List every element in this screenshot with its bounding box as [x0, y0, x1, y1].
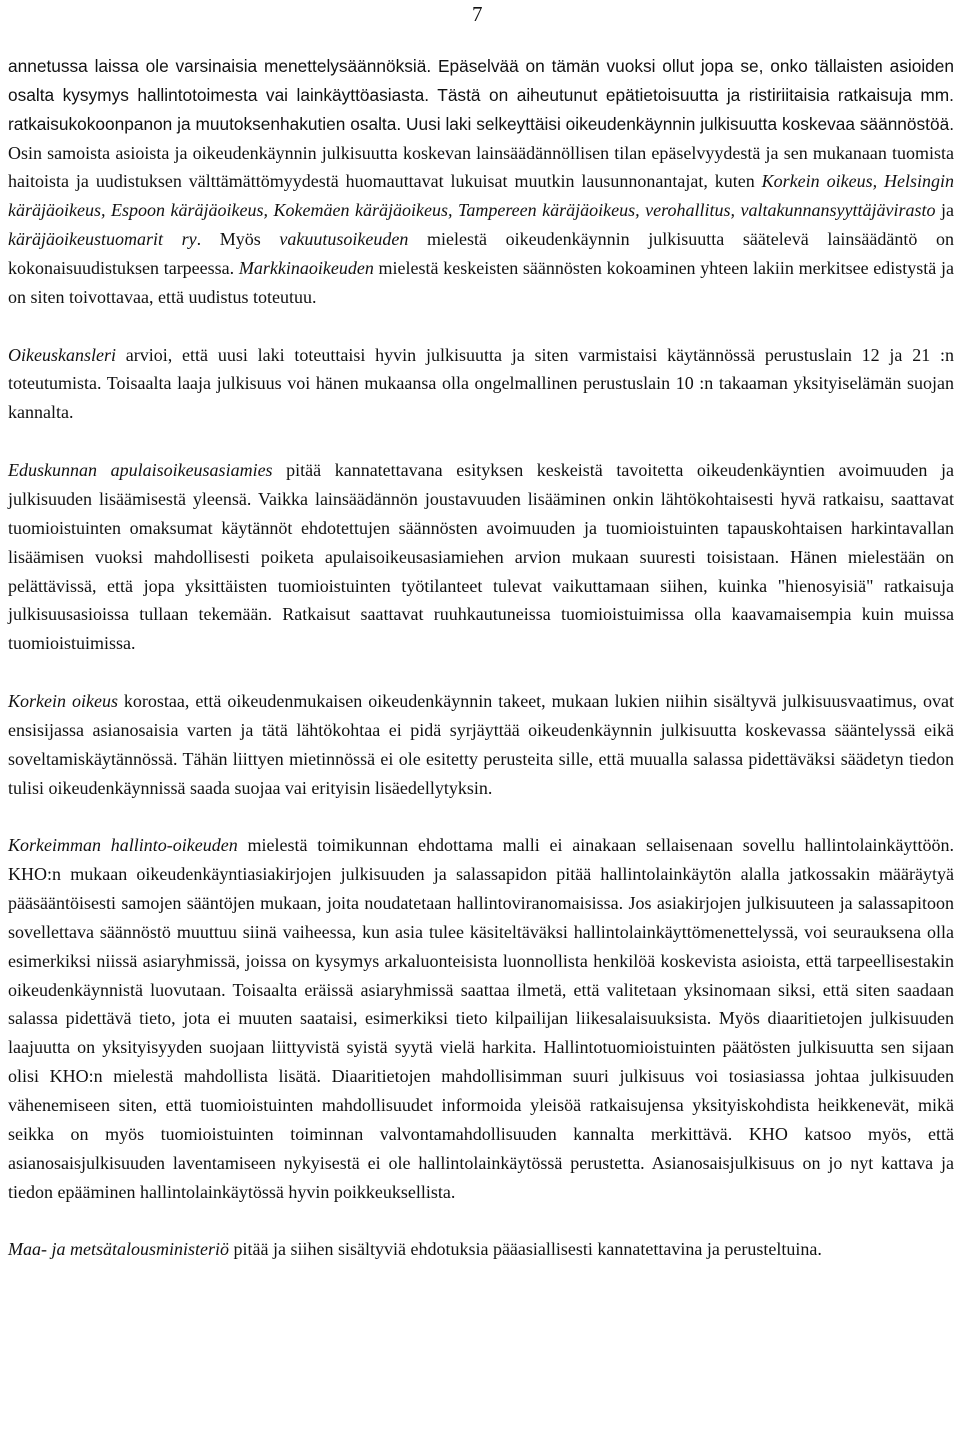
organization-name: Maa- ja metsätalousministeriö	[8, 1239, 229, 1260]
paragraph-text: mielestä keskeisten säännösten kokoaminen yhteen lakiin merkitsee edistystä ja on siten toivottavaa, että uudistus toteutuu.	[8, 257, 954, 307]
organization-name: vakuutusoikeuden	[279, 229, 409, 250]
paragraph-text: korostaa, että oikeudenmukaisen oikeudenkäynnin takeet, mukaan lukien niihin sisältyvä julkisuusvaatimus, ovat ensisijassa asianosaisia varten ja tätä lähtökohtaa ei pidä syrjäyttää oikeudenkäynnin julkisuutta koskevassa sääntelyssä eikä soveltamiskäytännössä. Tähän liittyen mietinnössä ei ole esitetty perusteita sille, että muualla salassa pidettäväksi säädetyn tiedon tulisi oikeudenkäynnissä saada suojaa vai erityisin lisäedellytyksin.	[8, 691, 954, 798]
paragraph-text: arvioi, että uusi laki toteuttaisi hyvin julkisuutta ja siten varmistaisi käytännössä perustuslain 12 ja 21 :n toteutumista. Toisaalta laaja julkisuus voi hänen mukaansa olla ongelmallinen perustuslain 10 :n takaaman yksityiselämän suojan kannalta.	[8, 344, 954, 423]
paragraph-5	[8, 831, 954, 1206]
organization-name: Korkeimman hallinto-oikeuden	[8, 835, 238, 856]
page-number: 7	[472, 2, 483, 26]
organization-name: Oikeuskansleri	[8, 344, 116, 365]
document-body	[8, 52, 954, 1264]
paragraph-4	[8, 687, 954, 802]
paragraph-text: pitää kannatettavana esityksen keskeistä tavoitetta oikeudenkäyntien avoimuuden ja julkisuuden lisäämisestä yleensä. Vaikka lainsäädännön joustavuuden lisääminen onkin lähtökohtaisesti hyvä ratkaisu, saattavat tuomioistuinten omaksumat käytännöt ehdotettujen säännösten avoimuuden ja tuomioistuinten tapauskohtaisen harkintavallan lisäämisen vuoksi mahdollisesti poiketa apulaisoikeusasiamiehen arvion mukaan suuresti toisistaan. Hänen mielestään on pelättävissä, että jopa yksittäisten tuomioistuinten työtilanteet tulevat vaikuttamaan siihen, kuinka "hienosyisiä" ratkaisuja julkisuusasioissa tullaan tekemään. Ratkaisut saattavat ruuhkautuneissa tuomioistuimissa olla kaavamaisempia kuin muissa tuomioistuimissa.	[8, 460, 954, 654]
paragraph-text: annetussa laissa ole varsinaisia menettelysäännöksiä.	[8, 56, 438, 76]
organization-name: käräjäoikeustuomarit ry	[8, 229, 197, 250]
organization-name: Markkinaoikeuden	[238, 257, 374, 278]
organization-name: Eduskunnan apulaisoikeusasiamies	[8, 460, 273, 481]
paragraph-text: pitää ja siihen sisältyviä ehdotuksia pääasiallisesti kannatettavina ja perusteltuina.	[229, 1239, 822, 1260]
organization-name: Korkein oikeus	[8, 691, 118, 712]
paragraph-text: ja	[935, 200, 954, 221]
organization-names: Korkein oikeus, Helsingin käräjäoikeus, Espoon käräjäoikeus, Kokemäen käräjäoikeus, Tampereen käräjäoikeus, verohallitus, valtakunnansyyttäjävirasto	[8, 171, 954, 221]
paragraph-text: mielestä oikeudenkäynnin julkisuutta säätelevä lainsäädäntö on kokonaisuudistuksen tarpeessa.	[8, 229, 955, 278]
paragraph-6	[8, 1235, 954, 1264]
paragraph-text: Osin samoista asioista ja oikeudenkäynnin julkisuutta koskevan lainsäädännöllisen tilan epäselvyydestä ja sen mukanaan tuomista haitoista ja uudistuksen välttämättömyydestä huomauttavat lukuisat muutkin lausunnonantajat, kuten	[8, 142, 954, 192]
paragraph-text: mielestä toimikunnan ehdottama malli ei ainakaan sellaisenaan sovellu hallintolainkäyttöön. KHO:n mukaan oikeudenkäyntiasiakirjojen julkisuuden ja salassapidon pitää hallintolainkäytön alalla jatkossakin määräytyä pääsääntöisesti samojen sääntöjen mukaan, joita noudatetaan hallintoviranomaisissa. Jos asiakirjojen julkisuuteen ja salassapitoon sovellettava säännöstö muuttuu siinä vaiheessa, kun asia tulee käsiteltäväksi hallintolainkäyttömenettelyssä, voi seurauksena olla esimerkiksi niissä asiaryhmissä, joissa on kysymys arkaluonteisista luonnollista henkilöä koskevista asioista, että tarpeellisestakin oikeudenkäynnistä luovutaan. Toisaalta eräissä asiaryhmissä saattaa ilmetä, että valitetaan yksinomaan siksi, että siten saadaan salassa pidettävä tieto, jota ei muuten saataisi, esimerkiksi tieto kilpailijan liikesalaisuuksista. Myös diaaritietojen julkisuuden laajuutta on yksityisyyden suojaan liittyvistä syistä syytä vielä harkita. Hallintotuomioistuinten päätösten julkisuutta sen sijaan olisi KHO:n mielestä mahdollista lisätä. Diaaritietojen mahdollisimman suuri julkisuus voi tosiasiassa johtaa julkisuuden vähenemiseen siten, että tuomioistuinten mahdollisuudet informoida yleisöä ratkaisujensa yksityiskohdista heikkenevät, mikä seikka on myös tuomioistuinten toiminnan valvontamahdollisuuden kannalta merkittävä. KHO katsoo myös, että asianosaisjulkisuuden laventamiseen nykyisestä ei ole hallintolainkäytössä perustetta. Asianosaisjulkisuus on jo nyt kattava ja tiedon epääminen hallintolainkäytössä hyvin poikkeuksellista.	[8, 835, 954, 1202]
paragraph-3	[8, 456, 954, 658]
paragraph-text: . Myös	[196, 229, 280, 250]
paragraph-1	[8, 52, 954, 312]
paragraph-2	[8, 341, 954, 428]
paragraph-text: Epäselvää on tämän vuoksi ollut jopa se, onko tällaisten asioiden osalta kysymys hallintotoimesta vai lainkäyttöasiasta. Tästä on aiheutunut epätietoisuutta ja ristiriitaisia ratkaisuja mm. ratkaisukokoonpanon ja muutoksenhakutien osalta. Uusi laki selkeyttäisi oikeudenkäynnin julkisuutta koskevaa säännöstöä.	[8, 56, 954, 134]
